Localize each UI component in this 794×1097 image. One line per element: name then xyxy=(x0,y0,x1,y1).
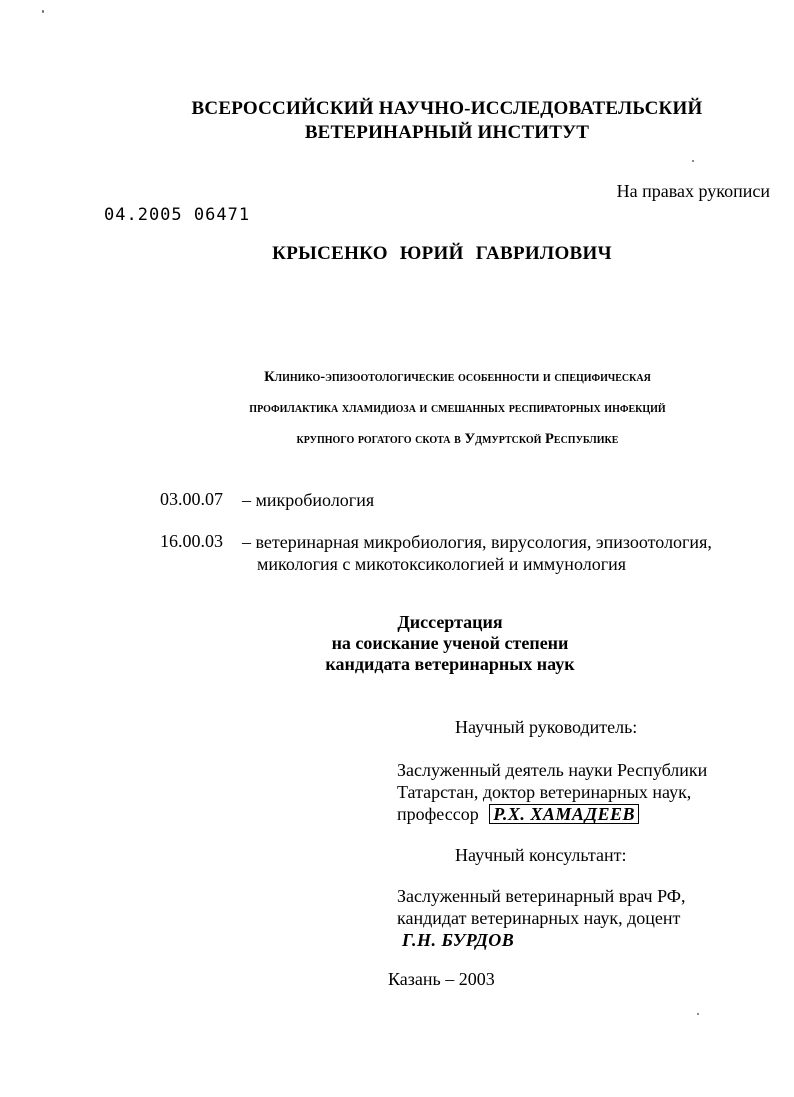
supervisor-line-2: Татарстан, доктор ветеринарных наук, xyxy=(397,782,692,802)
scan-speck xyxy=(42,10,44,13)
specialty-description-line-2: микология с микотоксикологией и иммунология xyxy=(257,554,626,574)
degree-statement xyxy=(250,612,650,675)
consultant-label: Научный консультант: xyxy=(455,845,627,865)
thesis-title xyxy=(130,362,785,455)
rights-note: На правах рукописи xyxy=(616,181,770,201)
specialty-code: 16.00.03 xyxy=(160,531,223,551)
consultant-line-1: Заслуженный ветеринарный врач РФ, xyxy=(397,886,686,906)
author-name: КРЫСЕНКО ЮРИЙ ГАВРИЛОВИЧ xyxy=(272,243,612,264)
thesis-title-line-3: крупного рогатого скота в Удмуртской Республике xyxy=(296,431,619,447)
thesis-title-line-1: Клинико-эпизоотологические особенности и специфическая xyxy=(264,369,651,385)
thesis-title-line-2: профилактика хламидиоза и смешанных респираторных инфекций xyxy=(249,400,666,416)
consultant-name: Г.Н. БУРДОВ xyxy=(402,930,515,950)
institute-line-1: ВСЕРОССИЙСКИЙ НАУЧНО-ИССЛЕДОВАТЕЛЬСКИЙ xyxy=(191,98,703,119)
supervisor-line-3 xyxy=(397,803,707,825)
archive-number: 04.2005 06471 xyxy=(104,205,251,225)
institute-name xyxy=(0,97,794,145)
supervisor-name: Р.Х. ХАМАДЕЕВ xyxy=(489,804,639,824)
scan-speck xyxy=(692,160,694,162)
consultant-line-2: кандидат ветеринарных наук, доцент xyxy=(397,908,681,928)
supervisor-label: Научный руководитель: xyxy=(455,717,638,737)
supervisor-title: профессор xyxy=(397,804,479,824)
supervisor-block xyxy=(397,759,707,825)
specialty-code: 03.00.07 xyxy=(160,489,223,509)
degree-line-1: Диссертация xyxy=(397,612,503,632)
scan-speck xyxy=(697,1013,699,1015)
institute-line-2: ВЕТЕРИНАРНЫЙ ИНСТИТУТ xyxy=(304,122,590,143)
place-year: Казань – 2003 xyxy=(388,969,495,989)
specialty-description: – микробиология xyxy=(242,490,375,510)
degree-line-2: на соискание ученой степени xyxy=(331,633,569,653)
supervisor-line-1: Заслуженный деятель науки Республики xyxy=(397,760,708,780)
degree-line-3: кандидата ветеринарных наук xyxy=(325,654,575,674)
consultant-block xyxy=(397,885,686,951)
specialty-description xyxy=(242,531,712,575)
specialty-description-line-1: – ветеринарная микробиология, вирусология, эпизоотология, xyxy=(242,532,712,552)
